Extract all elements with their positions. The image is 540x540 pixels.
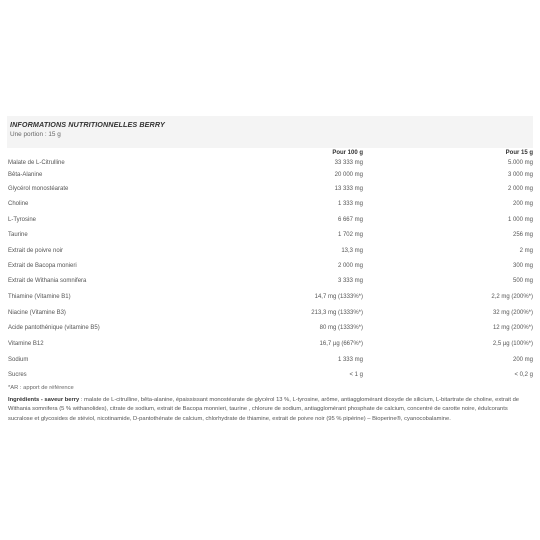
row-name: Malate de L-Citrulline [8, 160, 65, 166]
row-value-per15: 2,5 µg (100%*) [492, 341, 533, 347]
row-value-per15: 2 000 mg [507, 185, 533, 192]
row-value-per100: 20 000 mg [334, 171, 363, 178]
row-name: Vitamine B12 [8, 341, 44, 347]
table-row [7, 273, 533, 288]
row-name: Taurine [8, 232, 28, 238]
row-name: Extrait de Bacopa monieri [8, 263, 77, 269]
row-name: Glycérol monostéarate [8, 185, 69, 192]
column-header-per100: Pour 100 g [332, 150, 363, 156]
row-name: Extrait de poivre noir [8, 247, 64, 254]
row-value-per15: 1 000 mg [507, 216, 533, 223]
row-value-per15: 2,2 mg (200%*) [491, 293, 533, 300]
row-value-per100: 14,7 mg (1333%*) [314, 293, 363, 300]
table-row [7, 259, 533, 273]
row-value-per15: 200 mg [512, 200, 533, 207]
row-value-per100: 33 333 mg [334, 160, 363, 166]
nutrition-rows [7, 158, 533, 381]
row-name: Sodium [8, 357, 29, 363]
ingredients-text: : malate de L-citrulline, bêta-alanine, épaississant monostéarate de glycérol 13 %, L-tyrosine, arôme, antiagglomérant dioxyde de silicium, L-bitartrate de choline, extrait de Withania somnifera (5 % withanolides), citrate de sodium, extrait de Bacopa monnieri, taurine , chlorure de sodium, antiagglomérant phosphate de calcium, concentré de carotte noire, édulcorants sucralose et glycosides de stéviol, nicotinamide, D-pantothénate de calcium, chlorhydrate de thiamine, extrait de poivre noir (95 % pipérine) – Bioperine®, cyanocobalamine. [8, 397, 520, 422]
column-header-per15: Pour 15 g [505, 150, 533, 156]
ingredients-label: Ingrédients - saveur berry [8, 397, 80, 403]
portion-size: Une portion : 15 g [10, 131, 61, 138]
row-name: Acide pantothénique (vitamine B5) [8, 325, 100, 331]
row-value-per15: 5.000 mg [507, 160, 533, 166]
row-value-per100: 3 333 mg [337, 277, 363, 284]
row-value-per100: 13 333 mg [334, 185, 363, 192]
row-value-per100: 16,7 µg (667%*) [319, 341, 363, 347]
row-value-per100: 1 333 mg [337, 357, 363, 363]
row-name: Sucres [8, 371, 27, 378]
column-header-name [7, 148, 277, 158]
row-value-per100: 213,3 mg (1333%*) [311, 309, 363, 316]
row-value-per100: 80 mg (1333%*) [319, 325, 363, 331]
row-value-per15: 3 000 mg [507, 171, 533, 178]
row-value-per100: < 1 g [349, 371, 363, 378]
ingredients-paragraph [7, 396, 528, 424]
row-value-per100: 1 333 mg [337, 200, 363, 207]
row-value-per100: 1 702 mg [337, 232, 363, 238]
row-value-per100: 6 667 mg [337, 216, 363, 223]
row-name: Choline [8, 200, 29, 207]
nutrition-panel [7, 116, 533, 424]
row-value-per15: 256 mg [512, 232, 533, 238]
row-name: Niacine (Vitamine B3) [8, 309, 66, 316]
nutrition-table [7, 148, 533, 381]
reference-footnote: *AR : apport de référence [8, 385, 74, 391]
row-name: L-Tyrosine [8, 216, 37, 223]
nutrition-title: INFORMATIONS NUTRITIONNELLES BERRY [10, 120, 165, 129]
table-row [7, 242, 533, 259]
nutrition-header [7, 116, 533, 148]
row-value-per15: 32 mg (200%*) [492, 309, 533, 316]
row-value-per15: 500 mg [512, 277, 533, 284]
row-value-per15: 2 mg [519, 247, 533, 254]
row-value-per15: 12 mg (200%*) [492, 325, 533, 331]
row-value-per15: < 0,2 g [514, 371, 533, 378]
table-row [7, 158, 533, 168]
row-value-per100: 13,3 mg [341, 247, 363, 254]
table-row [7, 181, 533, 196]
table-row [7, 196, 533, 211]
table-row [7, 211, 533, 228]
row-value-per15: 300 mg [512, 263, 533, 269]
table-row [7, 168, 533, 181]
table-row [7, 320, 533, 336]
table-row [7, 352, 533, 368]
table-row [7, 336, 533, 352]
table-row [7, 305, 533, 320]
row-name: Thiamine (Vitamine B1) [8, 293, 71, 300]
row-value-per100: 2 000 mg [337, 263, 363, 269]
table-header-row [7, 148, 533, 158]
row-name: Bêta-Alanine [8, 171, 43, 178]
table-row [7, 228, 533, 242]
table-row [7, 368, 533, 381]
row-name: Extrait de Withania somnifera [8, 277, 87, 284]
row-value-per15: 200 mg [512, 357, 533, 363]
table-row [7, 288, 533, 305]
